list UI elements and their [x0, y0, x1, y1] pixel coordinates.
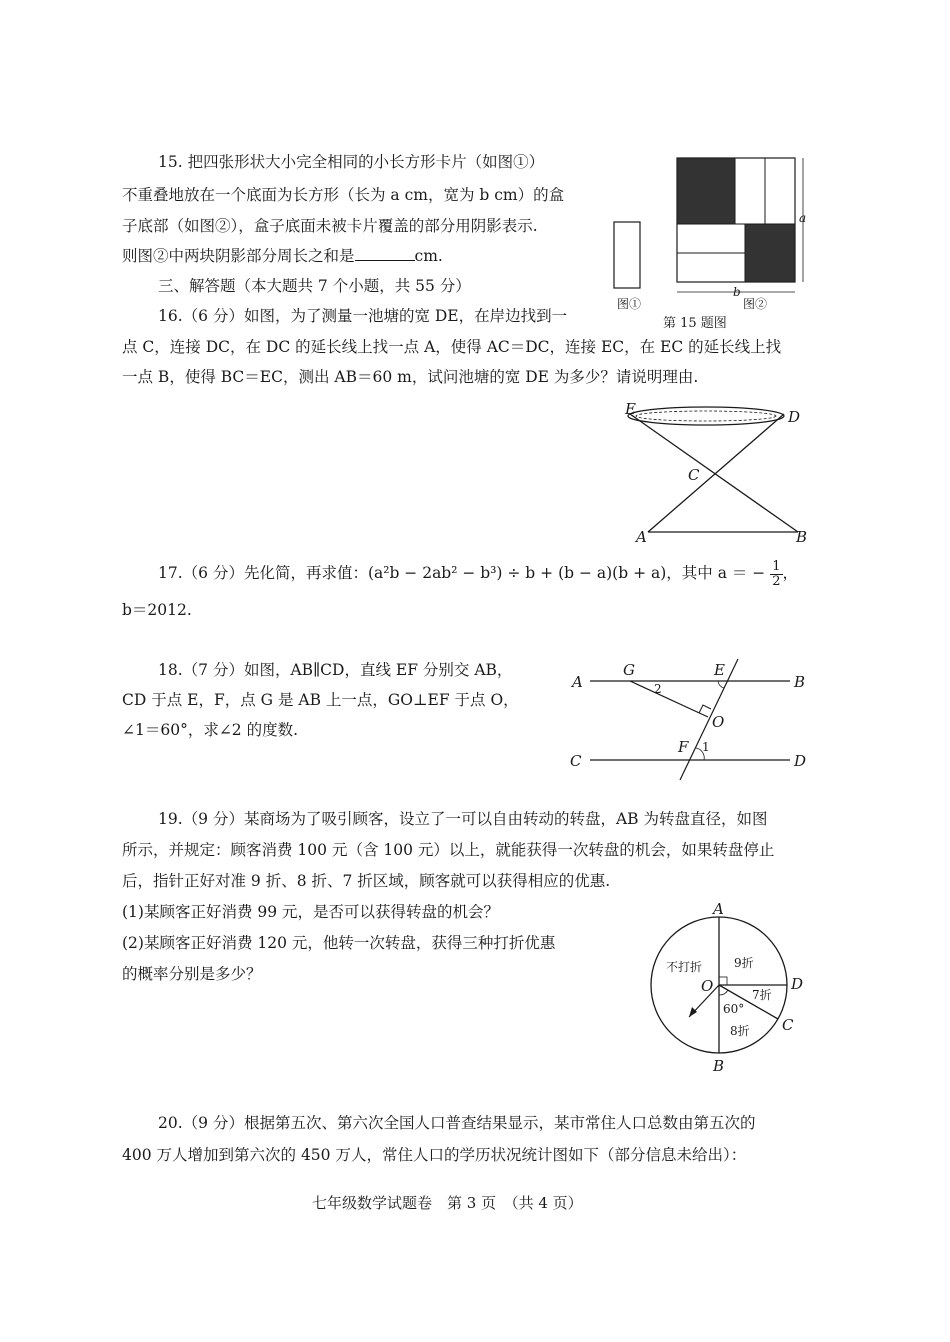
q16-label-d: D	[788, 408, 801, 426]
q19-line2: 所示，并规定：顾客消费 100 元（含 100 元）以上，就能获得一次转盘的机会，如果转盘停止	[122, 841, 775, 859]
q18-label-o: O	[712, 713, 725, 731]
q18-label-e: E	[714, 661, 725, 679]
q18-label-d: D	[794, 752, 807, 770]
q15-line4-text: 则图②中两块阴影部分周长之和是	[122, 247, 355, 265]
q18-line2: CD 于点 E，F，点 G 是 AB 上一点，GO⊥EF 于点 O，	[122, 691, 519, 709]
q18-angle-2: 2	[654, 682, 662, 696]
q19-spinner-figure	[642, 897, 822, 1077]
q19-label-c: C	[782, 1016, 794, 1034]
q18-angle-1: 1	[702, 740, 710, 754]
q15-line1: 15. 把四张形状大小完全相同的小长方形卡片（如图①）	[158, 153, 545, 171]
q19-sector-9: 9折	[734, 956, 754, 970]
q20-line2: 400 万人增加到第六次的 450 万人，常住人口的学历状况统计图如下（部分信息未给出）：	[122, 1146, 747, 1164]
q19-sub3: 的概率分别是多少？	[122, 965, 262, 983]
q16-line2: 点 C，连接 DC，在 DC 的延长线上找一点 A，使得 AC＝DC，连接 EC，在 EC 的延长线上找	[122, 338, 782, 356]
q17-frac-den: 2	[772, 573, 781, 589]
q18-line3: ∠1＝60°，求∠2 的度数.	[122, 721, 299, 739]
q17-suffix: ，	[782, 564, 799, 583]
q19-label-o: O	[701, 977, 714, 995]
q19-sub2: (2)某顾客正好消费 120 元，他转一次转盘，获得三种打折优惠	[122, 934, 556, 952]
q19-sector-no-discount: 不打折	[666, 960, 703, 974]
q16-label-c: C	[688, 466, 700, 484]
q15-fig1-label: 图①	[617, 297, 642, 311]
q15-line4-unit: cm.	[414, 247, 443, 265]
q16-label-e: E	[625, 400, 636, 418]
q15-label-b: b	[733, 285, 741, 299]
q19-label-a: A	[713, 900, 724, 918]
q15-line3: 子底部（如图②），盒子底面未被卡片覆盖的部分用阴影表示.	[122, 217, 538, 235]
q16-line3: 一点 B，使得 BC＝EC，测出 AB＝60 m，试问池塘的宽 DE 为多少？请说明理由.	[122, 368, 699, 386]
q17-prefix: 17.（6 分）先化简，再求值：(a²b − 2ab² − b³) ÷ b + (b − a)(b + a)，其中 a ＝ −	[158, 564, 766, 583]
q15-line4	[122, 247, 443, 266]
q18-label-c: C	[570, 752, 582, 770]
q18-label-a: A	[572, 673, 583, 691]
answer-blank	[355, 248, 415, 261]
q19-sector-7: 7折	[752, 988, 772, 1002]
q15-line2: 不重叠地放在一个底面为长方形（长为 a cm，宽为 b cm）的盒	[122, 186, 565, 204]
q19-line3: 后，指针正好对准 9 折、8 折、7 折区域，顾客就可以获得相应的优惠.	[122, 872, 611, 890]
q16-line1: 16.（6 分）如图，为了测量一池塘的宽 DE，在岸边找到一	[158, 307, 568, 325]
q20-line1: 20.（9 分）根据第五次、第六次全国人口普查结果显示，某市常住人口总数由第五次的	[158, 1114, 756, 1132]
q17-fraction	[770, 560, 782, 588]
q19-line1: 19.（9 分）某商场为了吸引顾客，设立了一可以自由转动的转盘，AB 为转盘直径，如图	[158, 810, 768, 828]
q18-label-f: F	[678, 738, 689, 756]
q15-label-a: a	[799, 211, 807, 225]
q18-label-b: B	[794, 673, 806, 691]
page-footer: 七年级数学试题卷 第 3 页 （共 4 页）	[312, 1194, 583, 1212]
q15-caption: 第 15 题图	[663, 316, 727, 331]
q19-label-b: B	[713, 1057, 725, 1075]
q16-label-b: B	[796, 528, 808, 546]
q16-label-a: A	[636, 528, 647, 546]
q17-line1	[158, 560, 798, 588]
q17-frac-num: 1	[772, 559, 781, 574]
q17-line2: b＝2012.	[122, 601, 192, 619]
q16-figure	[620, 400, 820, 546]
q18-line1: 18.（7 分）如图，AB∥CD，直线 EF 分别交 AB，	[158, 661, 513, 679]
q18-label-g: G	[623, 661, 635, 679]
q18-figure	[568, 655, 818, 785]
q15-fig2-label: 图②	[743, 297, 768, 311]
q19-sector-8: 8折	[730, 1024, 750, 1038]
section-heading: 三、解答题（本大题共 7 个小题，共 55 分）	[158, 277, 471, 295]
q19-angle-60: 60°	[723, 1002, 745, 1016]
q19-label-d: D	[791, 975, 804, 993]
q15-figure	[605, 150, 815, 325]
q19-sub1: (1)某顾客正好消费 99 元，是否可以获得转盘的机会？	[122, 903, 500, 921]
